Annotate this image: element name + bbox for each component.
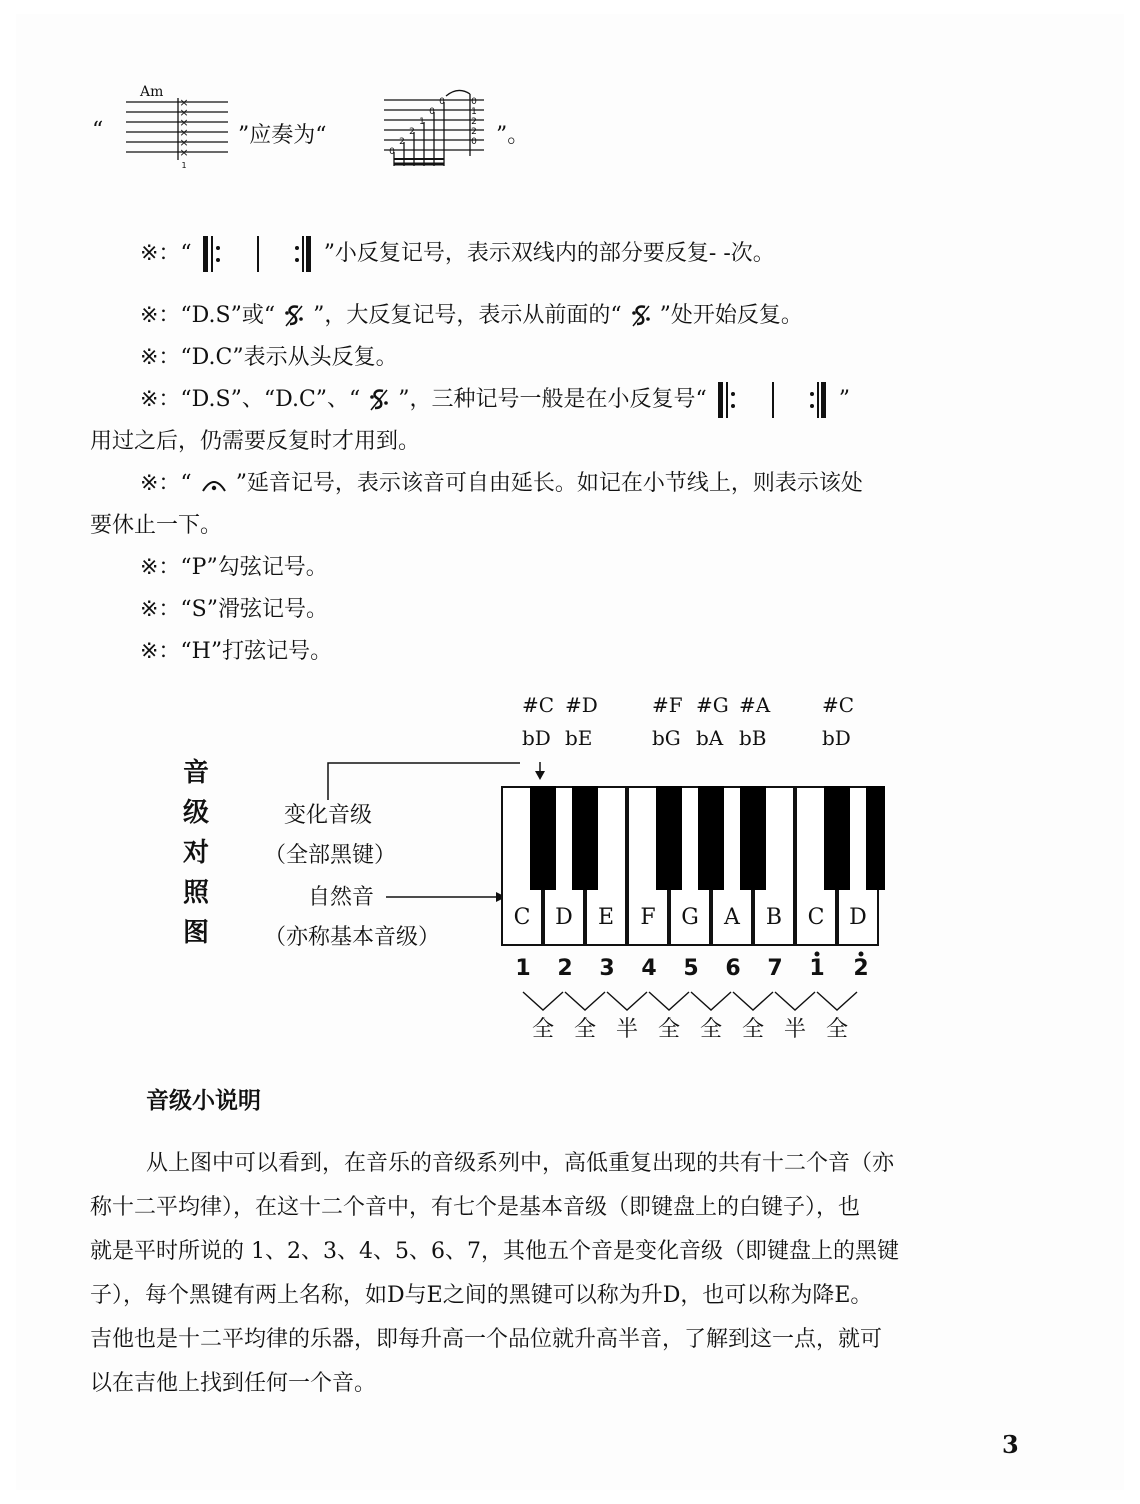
svg-text:0: 0 <box>471 97 477 107</box>
svg-text:0: 0 <box>429 107 435 117</box>
note-prefix: ※：“D.S”或“ <box>140 303 276 328</box>
diagram-title-char: 图 <box>183 918 210 948</box>
note-prefix: ※：“ <box>140 471 192 496</box>
arpeggio-tab-symbol <box>380 86 488 172</box>
svg-text:2: 2 <box>409 127 415 137</box>
scale-degree: 7 <box>767 956 783 981</box>
note-p: ※：“P”勾弦记号。 <box>140 555 328 580</box>
sharp-label: #D <box>565 693 598 717</box>
svg-text:0: 0 <box>389 147 395 157</box>
flat-label: bE <box>565 726 593 750</box>
svg-text:1: 1 <box>181 161 187 170</box>
chord-line <box>92 84 692 180</box>
interval-step: 全 <box>573 1017 596 1042</box>
note-suffix: ”处开始反复。 <box>659 303 803 328</box>
interval-v-marks <box>520 990 870 1014</box>
svg-text:2: 2 <box>471 127 477 137</box>
interval-step: 全 <box>531 1017 554 1042</box>
white-key-label: D <box>555 905 573 930</box>
segno-icon <box>282 302 306 330</box>
am-chord-tab-symbol <box>122 98 232 170</box>
small-repeat-sign-icon <box>199 234 317 274</box>
white-key-label: F <box>640 905 656 930</box>
diagram-title-char: 级 <box>183 798 210 828</box>
svg-text:2: 2 <box>471 117 477 127</box>
flat-label: bB <box>739 726 767 750</box>
flat-label: bG <box>652 726 681 750</box>
white-key-label: D <box>849 905 867 930</box>
note-dc: ※：“D.C”表示从头反复。 <box>140 345 398 370</box>
svg-text:×: × <box>179 126 189 139</box>
svg-text:×: × <box>179 106 189 119</box>
svg-text:×: × <box>179 98 189 109</box>
black-key <box>740 786 766 890</box>
diagram-title-char: 对 <box>183 838 210 868</box>
svg-text:×: × <box>179 146 189 159</box>
svg-text:0: 0 <box>439 97 445 107</box>
note-small-repeat <box>140 234 775 274</box>
sharp-label: #C <box>822 693 855 717</box>
note-s: ※：“S”滑弦记号。 <box>140 597 328 622</box>
small-repeat-sign-icon <box>714 380 832 420</box>
fermata-icon <box>199 473 229 495</box>
note-mid: ”，三种记号一般是在小反复号“ <box>398 387 707 412</box>
svg-text:×: × <box>179 136 189 149</box>
paragraph-line: 就是平时所说的 1、2、3、4、5、6、7，其他五个音是变化音级（即键盘上的黑键 <box>90 1239 899 1264</box>
note-suffix: ”延音记号，表示该音可自由延长。如记在小节线上，则表示该处 <box>235 471 863 496</box>
interval-step: 全 <box>825 1017 848 1042</box>
svg-text:2: 2 <box>399 137 405 147</box>
white-key-label: C <box>513 905 531 930</box>
flat-label: bD <box>522 726 551 750</box>
white-key-label: G <box>681 905 699 930</box>
scale-degree: 2 <box>853 956 869 981</box>
note-combined <box>140 380 850 420</box>
scale-degree: 2 <box>557 956 573 981</box>
interval-step: 全 <box>657 1017 680 1042</box>
interval-step: 半 <box>783 1017 806 1042</box>
black-key <box>866 786 885 890</box>
interval-step: 全 <box>699 1017 722 1042</box>
flat-label: bD <box>822 726 851 750</box>
diagram-title-char: 音 <box>183 758 210 788</box>
label-change: 变化音级 <box>284 803 373 828</box>
scale-degree: 4 <box>641 956 657 981</box>
black-key-pointer-tip <box>532 762 548 782</box>
chord-name: Am <box>140 84 164 100</box>
svg-text:1: 1 <box>419 117 425 127</box>
white-key-label: C <box>807 905 825 930</box>
black-key <box>824 786 850 890</box>
paragraph-line: 子），每个黑键有两上名称，如D与E之间的黑键可以称为升D，也可以称为降E。 <box>90 1283 873 1308</box>
label-change-sub: （全部黑键） <box>264 843 397 868</box>
white-key-label: B <box>765 905 783 930</box>
paragraph-line: 以在吉他上找到任何一个音。 <box>90 1371 377 1396</box>
sharp-label: #G <box>696 693 729 717</box>
note-fermata <box>140 466 863 497</box>
black-key <box>572 786 598 890</box>
interval-step: 半 <box>615 1017 638 1042</box>
label-natural: 自然音 <box>308 885 375 910</box>
label-natural-sub: （亦称基本音级） <box>264 925 441 950</box>
white-key-label: E <box>597 905 615 930</box>
svg-text:0: 0 <box>471 137 477 147</box>
note-prefix: ※：“ <box>140 241 192 266</box>
scale-degree: 6 <box>725 956 741 981</box>
note-h: ※：“H”打弦记号。 <box>140 639 333 664</box>
pointer-arrows <box>320 755 520 915</box>
note-mid: ”，大反复记号，表示从前面的“ <box>313 303 622 328</box>
interval-step: 全 <box>741 1017 764 1042</box>
note-suffix: ”小反复记号，表示双线内的部分要反复- -次。 <box>323 241 775 266</box>
svg-text:×: × <box>179 116 189 129</box>
segno-icon <box>367 386 391 414</box>
svg-text:1: 1 <box>471 107 477 117</box>
white-key-label: A <box>724 905 740 930</box>
note-suffix: ” <box>838 387 851 412</box>
flat-label: bA <box>696 726 724 750</box>
paragraph-line: 吉他也是十二平均律的乐器，即每升高一个品位就升高半音，了解到这一点，就可 <box>90 1327 883 1352</box>
note-fermata-continuation: 要休止一下。 <box>90 513 223 538</box>
segno-icon <box>629 302 653 330</box>
sharp-label: #C <box>522 693 555 717</box>
scale-degree: 5 <box>683 956 699 981</box>
page-number: 3 <box>1002 1430 1019 1459</box>
note-combined-continuation: 用过之后，仍需要反复时才用到。 <box>90 429 421 454</box>
piano-keyboard <box>501 786 885 948</box>
section-title: 音级小说明 <box>146 1088 261 1114</box>
sharp-label: #F <box>652 693 683 717</box>
paragraph-line: 称十二平均律），在这十二个音中，有七个是基本音级（即键盘上的白键子），也 <box>90 1195 861 1220</box>
diagram-title-char: 照 <box>183 878 210 908</box>
scale-degree: 1 <box>809 956 825 981</box>
open-quote: “ <box>92 118 104 143</box>
note-prefix: ※：“D.S”、“D.C”、“ <box>140 387 361 412</box>
mid-text: ”应奏为“ <box>238 123 327 148</box>
black-key <box>530 786 556 890</box>
scale-degree: 3 <box>599 956 615 981</box>
sharp-label: #A <box>739 693 771 717</box>
black-key <box>656 786 682 890</box>
close-text: ”。 <box>496 123 530 148</box>
octave-dots <box>810 948 870 960</box>
black-key <box>698 786 724 890</box>
paragraph-line: 从上图中可以看到，在音乐的音级系列中，高低重复出现的共有十二个音（亦 <box>146 1151 895 1176</box>
note-ds <box>140 298 803 330</box>
scale-degree: 1 <box>515 956 531 981</box>
